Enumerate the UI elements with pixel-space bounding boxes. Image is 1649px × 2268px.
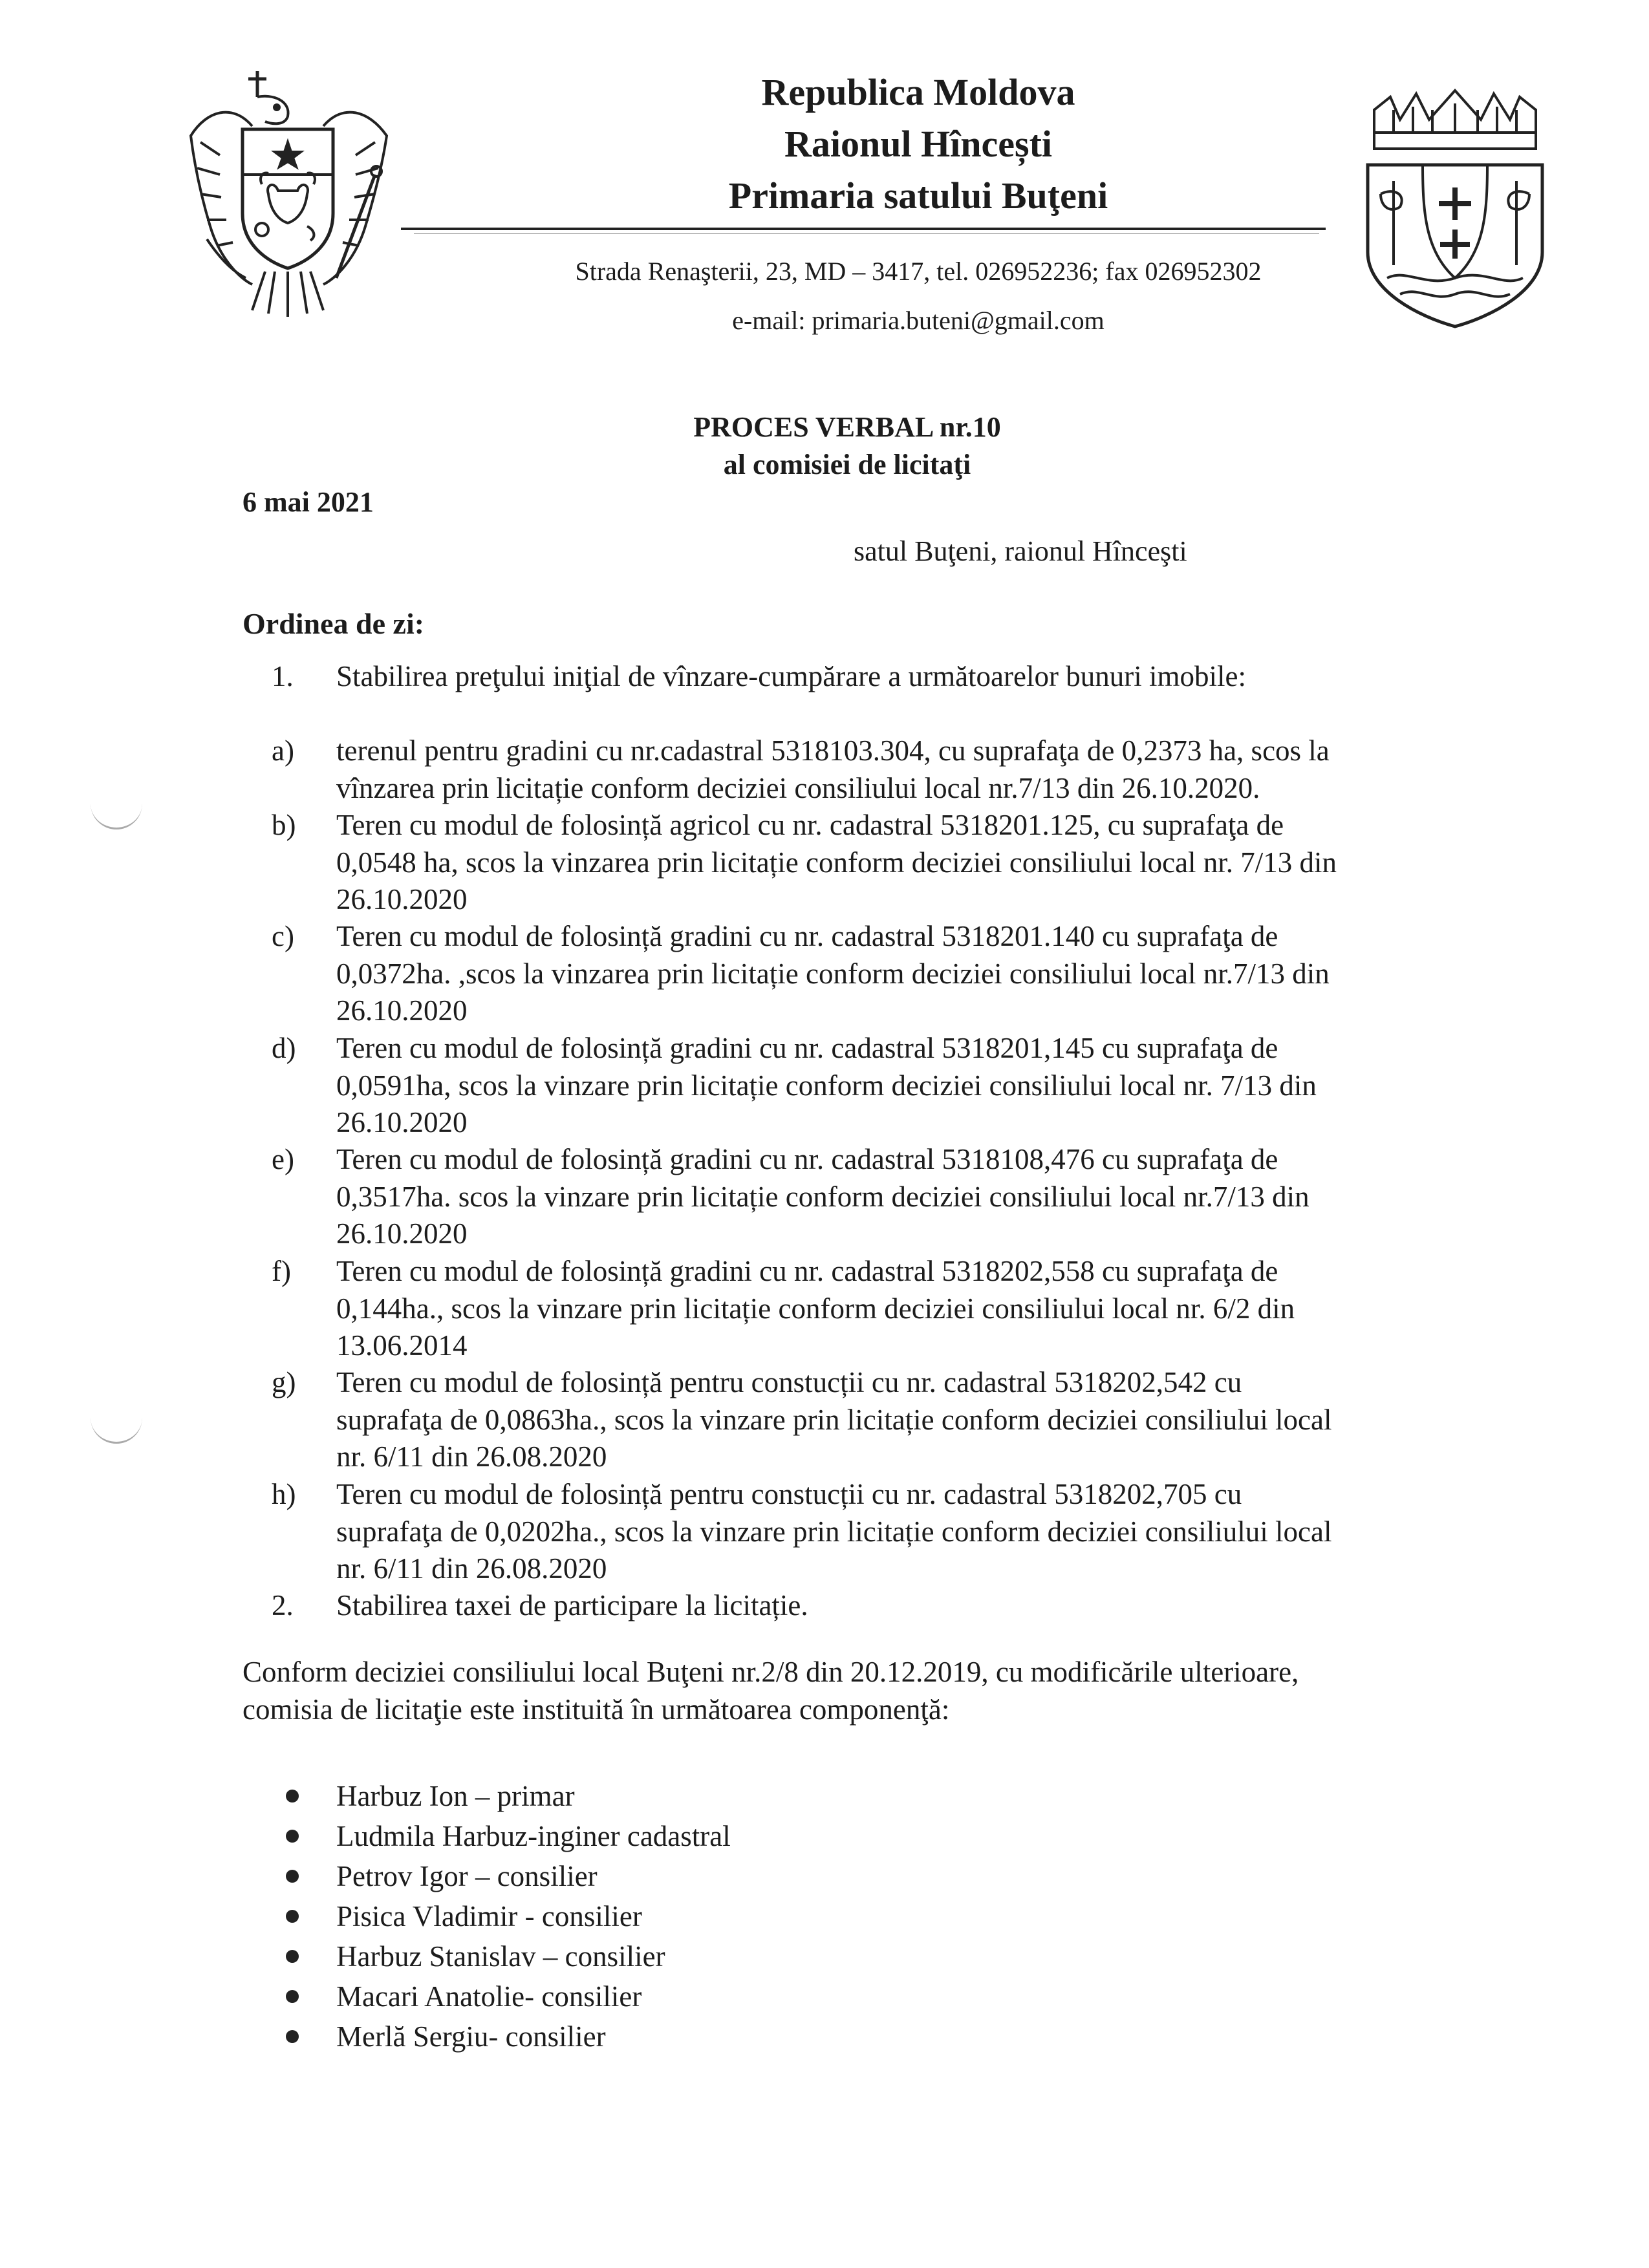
committee-paragraph-line: comisia de licitaţie este instituită în următoarea componenţă: (242, 1693, 950, 1726)
bullet-icon (286, 1990, 299, 2003)
member-item: Merlă Sergiu- consilier (336, 2020, 606, 2053)
list-item-marker: e) (272, 1143, 294, 1175)
document-place: satul Buţeni, raionul Hînceşti (854, 535, 1187, 567)
list-item (336, 1364, 1500, 1476)
list-item (336, 807, 1500, 919)
contact-address: Strada Renaşterii, 23, MD – 3417, tel. 026952236; fax 026952302 (575, 257, 1262, 286)
header-rule-thin (414, 233, 1319, 234)
list-item-line: Teren cu modul de folosință gradini cu nr. cadastral 5318108,476 cu suprafaţa de (336, 1143, 1278, 1175)
list-item (336, 918, 1500, 1030)
member-item: Pisica Vladimir - consilier (336, 1900, 642, 1932)
member-item: Macari Anatolie- consilier (336, 1980, 642, 2013)
list-item-line: 26.10.2020 (336, 994, 468, 1027)
list-item-line: 0,0591ha, scos la vinzare prin licitație conform deciziei consiliului local nr. 7/13 din (336, 1069, 1317, 1102)
scan-mark (91, 802, 142, 829)
committee-paragraph (242, 1653, 1510, 1728)
agenda-item-line: Stabilirea taxei de participare la licitație. (336, 1589, 808, 1621)
list-item-line: nr. 6/11 din 26.08.2020 (336, 1552, 607, 1585)
list-item (336, 1476, 1500, 1588)
document-subtitle: al comisiei de licitaţi (723, 449, 971, 480)
bullet-icon (286, 1790, 299, 1803)
header-rule (401, 228, 1326, 230)
list-item-marker: c) (272, 920, 294, 952)
list-item-line: 0,0548 ha, scos la vinzarea prin licitație conform deciziei consiliului local nr. 7/13 din (336, 846, 1337, 879)
list-item-line: 26.10.2020 (336, 883, 468, 915)
document-date: 6 mai 2021 (242, 486, 374, 518)
contact-email: e-mail: primaria.buteni@gmail.com (732, 306, 1105, 335)
document-title: PROCES VERBAL nr.10 (693, 411, 1001, 443)
agenda-marker: 1. (272, 660, 294, 692)
list-item-line: 13.06.2014 (336, 1329, 468, 1362)
list-item (336, 1141, 1500, 1253)
member-item: Harbuz Ion – primar (336, 1780, 575, 1812)
list-item-line: Teren cu modul de folosință pentru constucții cu nr. cadastral 5318202,705 cu (336, 1478, 1242, 1510)
list-item-line: vînzarea prin licitație conform deciziei consiliului local nr.7/13 din 26.10.2020. (336, 771, 1260, 804)
list-item-line: nr. 6/11 din 26.08.2020 (336, 1440, 607, 1473)
list-item-marker: g) (272, 1366, 296, 1398)
bullet-icon (286, 1870, 299, 1883)
coat-of-arms-moldova-icon (181, 65, 394, 323)
list-item-line: Teren cu modul de folosință pentru constucții cu nr. cadastral 5318202,542 cu (336, 1366, 1242, 1398)
list-item (336, 1253, 1500, 1365)
list-item-marker: b) (272, 809, 296, 841)
list-item (336, 1030, 1500, 1142)
municipality-title: Primaria satului Buţeni (728, 175, 1108, 217)
bullet-icon (286, 2030, 299, 2043)
member-item: Ludmila Harbuz-inginer cadastral (336, 1820, 731, 1852)
list-item (336, 733, 1500, 807)
list-item-line: 26.10.2020 (336, 1106, 468, 1139)
list-item-marker: h) (272, 1478, 296, 1510)
list-item-marker: d) (272, 1032, 296, 1064)
coat-of-arms-buteni-icon (1361, 84, 1549, 330)
committee-paragraph-line: Conform deciziei consiliului local Buţeni nr.2/8 din 20.12.2019, cu modificările ulterioare, (242, 1656, 1299, 1688)
list-item-line: 26.10.2020 (336, 1217, 468, 1250)
bullet-icon (286, 1830, 299, 1843)
country-title: Republica Moldova (761, 71, 1075, 113)
agenda-item-line: Stabilirea preţului iniţial de vînzare-cumpărare a următoarelor bunuri imobile: (336, 660, 1246, 692)
list-item-line: Teren cu modul de folosință gradini cu nr. cadastral 5318201,145 cu suprafaţa de (336, 1032, 1278, 1064)
member-item: Petrov Igor – consilier (336, 1860, 598, 1892)
district-title: Raionul Hîncești (784, 123, 1053, 165)
list-item-marker: a) (272, 734, 294, 767)
list-item-line: Teren cu modul de folosință gradini cu nr. cadastral 5318202,558 cu suprafaţa de (336, 1255, 1278, 1287)
bullet-icon (286, 1950, 299, 1963)
list-item-line: 0,3517ha. scos la vinzare prin licitație conform deciziei consiliului local nr.7/13 din (336, 1180, 1310, 1213)
list-item-marker: f) (272, 1255, 291, 1287)
agenda-heading: Ordinea de zi: (242, 607, 425, 640)
scan-mark (91, 1416, 142, 1444)
agenda-item (336, 1587, 1500, 1625)
list-item-line: terenul pentru gradini cu nr.cadastral 5318103.304, cu suprafaţa de 0,2373 ha, scos la (336, 734, 1330, 767)
list-item-line: 0,144ha., scos la vinzare prin licitație conform deciziei consiliului local nr. 6/2 din (336, 1292, 1295, 1325)
agenda-item (336, 658, 1500, 696)
list-item-line: suprafaţa de 0,0863ha., scos la vinzare prin licitație conform deciziei consiliului local (336, 1403, 1332, 1436)
list-item-line: 0,0372ha. ,scos la vinzarea prin licitație conform deciziei consiliului local nr.7/13 din (336, 957, 1330, 990)
list-item-line: Teren cu modul de folosință gradini cu nr. cadastral 5318201.140 cu suprafaţa de (336, 920, 1278, 952)
list-item-line: suprafaţa de 0,0202ha., scos la vinzare prin licitație conform deciziei consiliului local (336, 1515, 1332, 1548)
bullet-icon (286, 1910, 299, 1923)
list-item-line: Teren cu modul de folosință agricol cu nr. cadastral 5318201.125, cu suprafaţa de (336, 809, 1284, 841)
agenda-marker: 2. (272, 1589, 294, 1621)
member-item: Harbuz Stanislav – consilier (336, 1940, 665, 1973)
